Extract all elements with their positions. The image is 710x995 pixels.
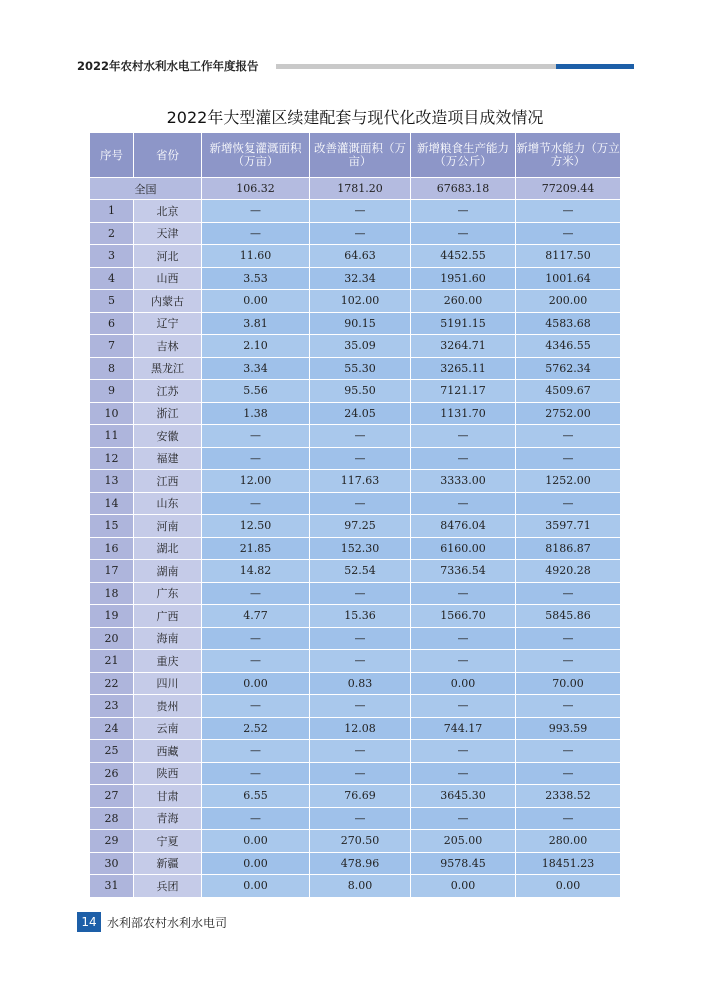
cell-improved-area: 152.30 [310,537,411,560]
cell-index: 3 [90,245,134,268]
cell-water-saving: — [516,425,621,448]
cell-improved-area: 117.63 [310,470,411,493]
cell-improved-area: 97.25 [310,515,411,538]
cell-restored-area: 2.52 [202,717,310,740]
table-row [90,875,621,898]
cell-index: 17 [90,560,134,583]
cell-province: 天津 [134,222,202,245]
cell-restored-area: 1.38 [202,402,310,425]
table-row [90,830,621,853]
cell-improved-area: — [310,762,411,785]
table-row [90,425,621,448]
cell-index: 13 [90,470,134,493]
cell-water-saving: 4920.28 [516,560,621,583]
header-water-saving: 新增节水能力（万立方米） [516,133,621,178]
table-row [90,627,621,650]
cell-grain-capacity: 3333.00 [411,470,516,493]
cell-restored-area: — [202,627,310,650]
cell-grain-capacity: 3264.71 [411,335,516,358]
total-improved-area: 1781.20 [310,178,411,200]
table-row [90,267,621,290]
cell-improved-area: — [310,627,411,650]
cell-restored-area: 4.77 [202,605,310,628]
running-header-title: 2022年农村水利水电工作年度报告 [77,59,259,73]
total-grain-capacity: 67683.18 [411,178,516,200]
table-row [90,447,621,470]
cell-water-saving: 1001.64 [516,267,621,290]
cell-province: 广东 [134,582,202,605]
cell-province: 贵州 [134,695,202,718]
cell-improved-area: — [310,492,411,515]
cell-water-saving: — [516,762,621,785]
cell-restored-area: 12.00 [202,470,310,493]
cell-water-saving: 18451.23 [516,852,621,875]
cell-index: 30 [90,852,134,875]
cell-grain-capacity: 0.00 [411,875,516,898]
table-row [90,672,621,695]
cell-improved-area: 24.05 [310,402,411,425]
table-row [90,312,621,335]
cell-grain-capacity: 260.00 [411,290,516,313]
total-label: 全国 [90,178,202,200]
cell-province: 广西 [134,605,202,628]
cell-province: 安徽 [134,425,202,448]
cell-restored-area: 11.60 [202,245,310,268]
cell-grain-capacity: — [411,650,516,673]
cell-water-saving: 4509.67 [516,380,621,403]
cell-index: 24 [90,717,134,740]
table-row [90,222,621,245]
cell-improved-area: — [310,582,411,605]
cell-improved-area: 478.96 [310,852,411,875]
cell-province: 云南 [134,717,202,740]
cell-province: 北京 [134,200,202,223]
cell-grain-capacity: 1951.60 [411,267,516,290]
cell-improved-area: 35.09 [310,335,411,358]
cell-restored-area: — [202,222,310,245]
cell-grain-capacity: — [411,200,516,223]
cell-grain-capacity: 1131.70 [411,402,516,425]
cell-index: 16 [90,537,134,560]
table-row [90,740,621,763]
cell-grain-capacity: 7121.17 [411,380,516,403]
cell-water-saving: 3597.71 [516,515,621,538]
cell-grain-capacity: 3265.11 [411,357,516,380]
cell-province: 西藏 [134,740,202,763]
cell-water-saving: — [516,492,621,515]
table-row [90,785,621,808]
cell-improved-area: 270.50 [310,830,411,853]
cell-index: 18 [90,582,134,605]
cell-restored-area: — [202,582,310,605]
cell-index: 21 [90,650,134,673]
cell-province: 江西 [134,470,202,493]
cell-restored-area: — [202,492,310,515]
cell-index: 31 [90,875,134,898]
header-index: 序号 [90,133,134,178]
cell-improved-area: 52.54 [310,560,411,583]
cell-province: 江苏 [134,380,202,403]
cell-water-saving: — [516,740,621,763]
cell-restored-area: 21.85 [202,537,310,560]
cell-restored-area: — [202,807,310,830]
cell-province: 四川 [134,672,202,695]
cell-water-saving: — [516,200,621,223]
header-province: 省份 [134,133,202,178]
footer-department: 水利部农村水利水电司 [107,916,228,930]
cell-grain-capacity: 7336.54 [411,560,516,583]
table-row [90,762,621,785]
cell-improved-area: — [310,200,411,223]
cell-index: 9 [90,380,134,403]
header-restored-area: 新增恢复灌溉面积（万亩） [202,133,310,178]
cell-index: 4 [90,267,134,290]
cell-improved-area: — [310,740,411,763]
cell-restored-area: — [202,762,310,785]
cell-water-saving: 280.00 [516,830,621,853]
header-improved-area: 改善灌溉面积（万亩） [310,133,411,178]
cell-restored-area: 14.82 [202,560,310,583]
cell-province: 黑龙江 [134,357,202,380]
table-row [90,357,621,380]
cell-water-saving: 5845.86 [516,605,621,628]
cell-province: 山东 [134,492,202,515]
cell-restored-area: 0.00 [202,672,310,695]
cell-grain-capacity: — [411,807,516,830]
cell-restored-area: — [202,200,310,223]
cell-improved-area: 55.30 [310,357,411,380]
cell-water-saving: — [516,222,621,245]
total-water-saving: 77209.44 [516,178,621,200]
cell-water-saving: 8117.50 [516,245,621,268]
cell-index: 7 [90,335,134,358]
cell-water-saving: 4346.55 [516,335,621,358]
cell-restored-area: 0.00 [202,852,310,875]
cell-grain-capacity: 4452.55 [411,245,516,268]
cell-grain-capacity: — [411,740,516,763]
cell-improved-area: 12.08 [310,717,411,740]
cell-index: 10 [90,402,134,425]
irrigation-results-table [89,132,621,898]
table-row [90,650,621,673]
cell-water-saving: 0.00 [516,875,621,898]
cell-index: 29 [90,830,134,853]
cell-restored-area: 6.55 [202,785,310,808]
cell-province: 新疆 [134,852,202,875]
cell-improved-area: 76.69 [310,785,411,808]
cell-province: 陕西 [134,762,202,785]
cell-improved-area: — [310,447,411,470]
table-row [90,492,621,515]
table-row [90,537,621,560]
cell-index: 6 [90,312,134,335]
cell-province: 河北 [134,245,202,268]
cell-improved-area: — [310,807,411,830]
cell-water-saving: — [516,582,621,605]
cell-improved-area: — [310,222,411,245]
table-row [90,402,621,425]
cell-province: 宁夏 [134,830,202,853]
cell-improved-area: — [310,695,411,718]
cell-index: 26 [90,762,134,785]
cell-restored-area: 12.50 [202,515,310,538]
cell-water-saving: 2338.52 [516,785,621,808]
cell-grain-capacity: 5191.15 [411,312,516,335]
cell-improved-area: 90.15 [310,312,411,335]
cell-restored-area: 5.56 [202,380,310,403]
page-number: 14 [77,912,101,932]
cell-improved-area: — [310,650,411,673]
table-row [90,200,621,223]
cell-index: 1 [90,200,134,223]
cell-index: 19 [90,605,134,628]
cell-province: 福建 [134,447,202,470]
cell-grain-capacity: — [411,627,516,650]
cell-index: 12 [90,447,134,470]
cell-grain-capacity: — [411,695,516,718]
cell-province: 重庆 [134,650,202,673]
cell-grain-capacity: 1566.70 [411,605,516,628]
cell-province: 湖北 [134,537,202,560]
cell-restored-area: 0.00 [202,290,310,313]
cell-restored-area: 2.10 [202,335,310,358]
cell-restored-area: — [202,650,310,673]
table-row [90,245,621,268]
cell-water-saving: — [516,447,621,470]
table-row [90,807,621,830]
cell-grain-capacity: 3645.30 [411,785,516,808]
cell-restored-area: 0.00 [202,830,310,853]
cell-province: 浙江 [134,402,202,425]
cell-water-saving: 70.00 [516,672,621,695]
cell-improved-area: 95.50 [310,380,411,403]
cell-water-saving: — [516,695,621,718]
header-rule-gray [276,64,556,69]
cell-water-saving: 4583.68 [516,312,621,335]
cell-water-saving: 200.00 [516,290,621,313]
cell-index: 2 [90,222,134,245]
cell-province: 河南 [134,515,202,538]
table-row [90,852,621,875]
cell-water-saving: 5762.34 [516,357,621,380]
cell-province: 山西 [134,267,202,290]
cell-index: 15 [90,515,134,538]
cell-improved-area: — [310,425,411,448]
cell-index: 20 [90,627,134,650]
cell-grain-capacity: — [411,425,516,448]
table-row [90,560,621,583]
cell-restored-area: — [202,425,310,448]
cell-province: 青海 [134,807,202,830]
total-row [90,178,621,200]
cell-grain-capacity: 0.00 [411,672,516,695]
cell-grain-capacity: — [411,492,516,515]
cell-water-saving: — [516,807,621,830]
cell-province: 海南 [134,627,202,650]
cell-improved-area: 64.63 [310,245,411,268]
table-row [90,695,621,718]
cell-water-saving: — [516,627,621,650]
cell-grain-capacity: — [411,447,516,470]
cell-improved-area: 102.00 [310,290,411,313]
cell-water-saving: 2752.00 [516,402,621,425]
table-header-row [90,133,621,178]
cell-water-saving: 993.59 [516,717,621,740]
cell-grain-capacity: — [411,762,516,785]
cell-grain-capacity: 8476.04 [411,515,516,538]
header-grain-capacity: 新增粮食生产能力（万公斤） [411,133,516,178]
cell-index: 23 [90,695,134,718]
cell-water-saving: 8186.87 [516,537,621,560]
cell-water-saving: 1252.00 [516,470,621,493]
table-title: 2022年大型灌区续建配套与现代化改造项目成效情况 [166,108,544,127]
cell-index: 27 [90,785,134,808]
cell-index: 8 [90,357,134,380]
cell-province: 兵团 [134,875,202,898]
table-row [90,605,621,628]
cell-index: 28 [90,807,134,830]
cell-restored-area: 3.34 [202,357,310,380]
cell-index: 5 [90,290,134,313]
total-restored-area: 106.32 [202,178,310,200]
cell-restored-area: 3.81 [202,312,310,335]
cell-restored-area: — [202,447,310,470]
cell-grain-capacity: 9578.45 [411,852,516,875]
cell-province: 吉林 [134,335,202,358]
cell-restored-area: 3.53 [202,267,310,290]
cell-index: 22 [90,672,134,695]
header-rule-blue [556,64,634,69]
cell-grain-capacity: 744.17 [411,717,516,740]
cell-water-saving: — [516,650,621,673]
cell-grain-capacity: 6160.00 [411,537,516,560]
cell-restored-area: — [202,740,310,763]
table-row [90,582,621,605]
cell-improved-area: 8.00 [310,875,411,898]
cell-province: 内蒙古 [134,290,202,313]
table-row [90,717,621,740]
cell-grain-capacity: — [411,222,516,245]
cell-index: 11 [90,425,134,448]
table-row [90,335,621,358]
table-row [90,515,621,538]
cell-restored-area: 0.00 [202,875,310,898]
cell-improved-area: 0.83 [310,672,411,695]
cell-improved-area: 32.34 [310,267,411,290]
cell-index: 14 [90,492,134,515]
cell-province: 湖南 [134,560,202,583]
cell-grain-capacity: 205.00 [411,830,516,853]
cell-grain-capacity: — [411,582,516,605]
table-row [90,470,621,493]
cell-province: 辽宁 [134,312,202,335]
cell-index: 25 [90,740,134,763]
cell-province: 甘肃 [134,785,202,808]
table-row [90,290,621,313]
cell-improved-area: 15.36 [310,605,411,628]
cell-restored-area: — [202,695,310,718]
table-row [90,380,621,403]
